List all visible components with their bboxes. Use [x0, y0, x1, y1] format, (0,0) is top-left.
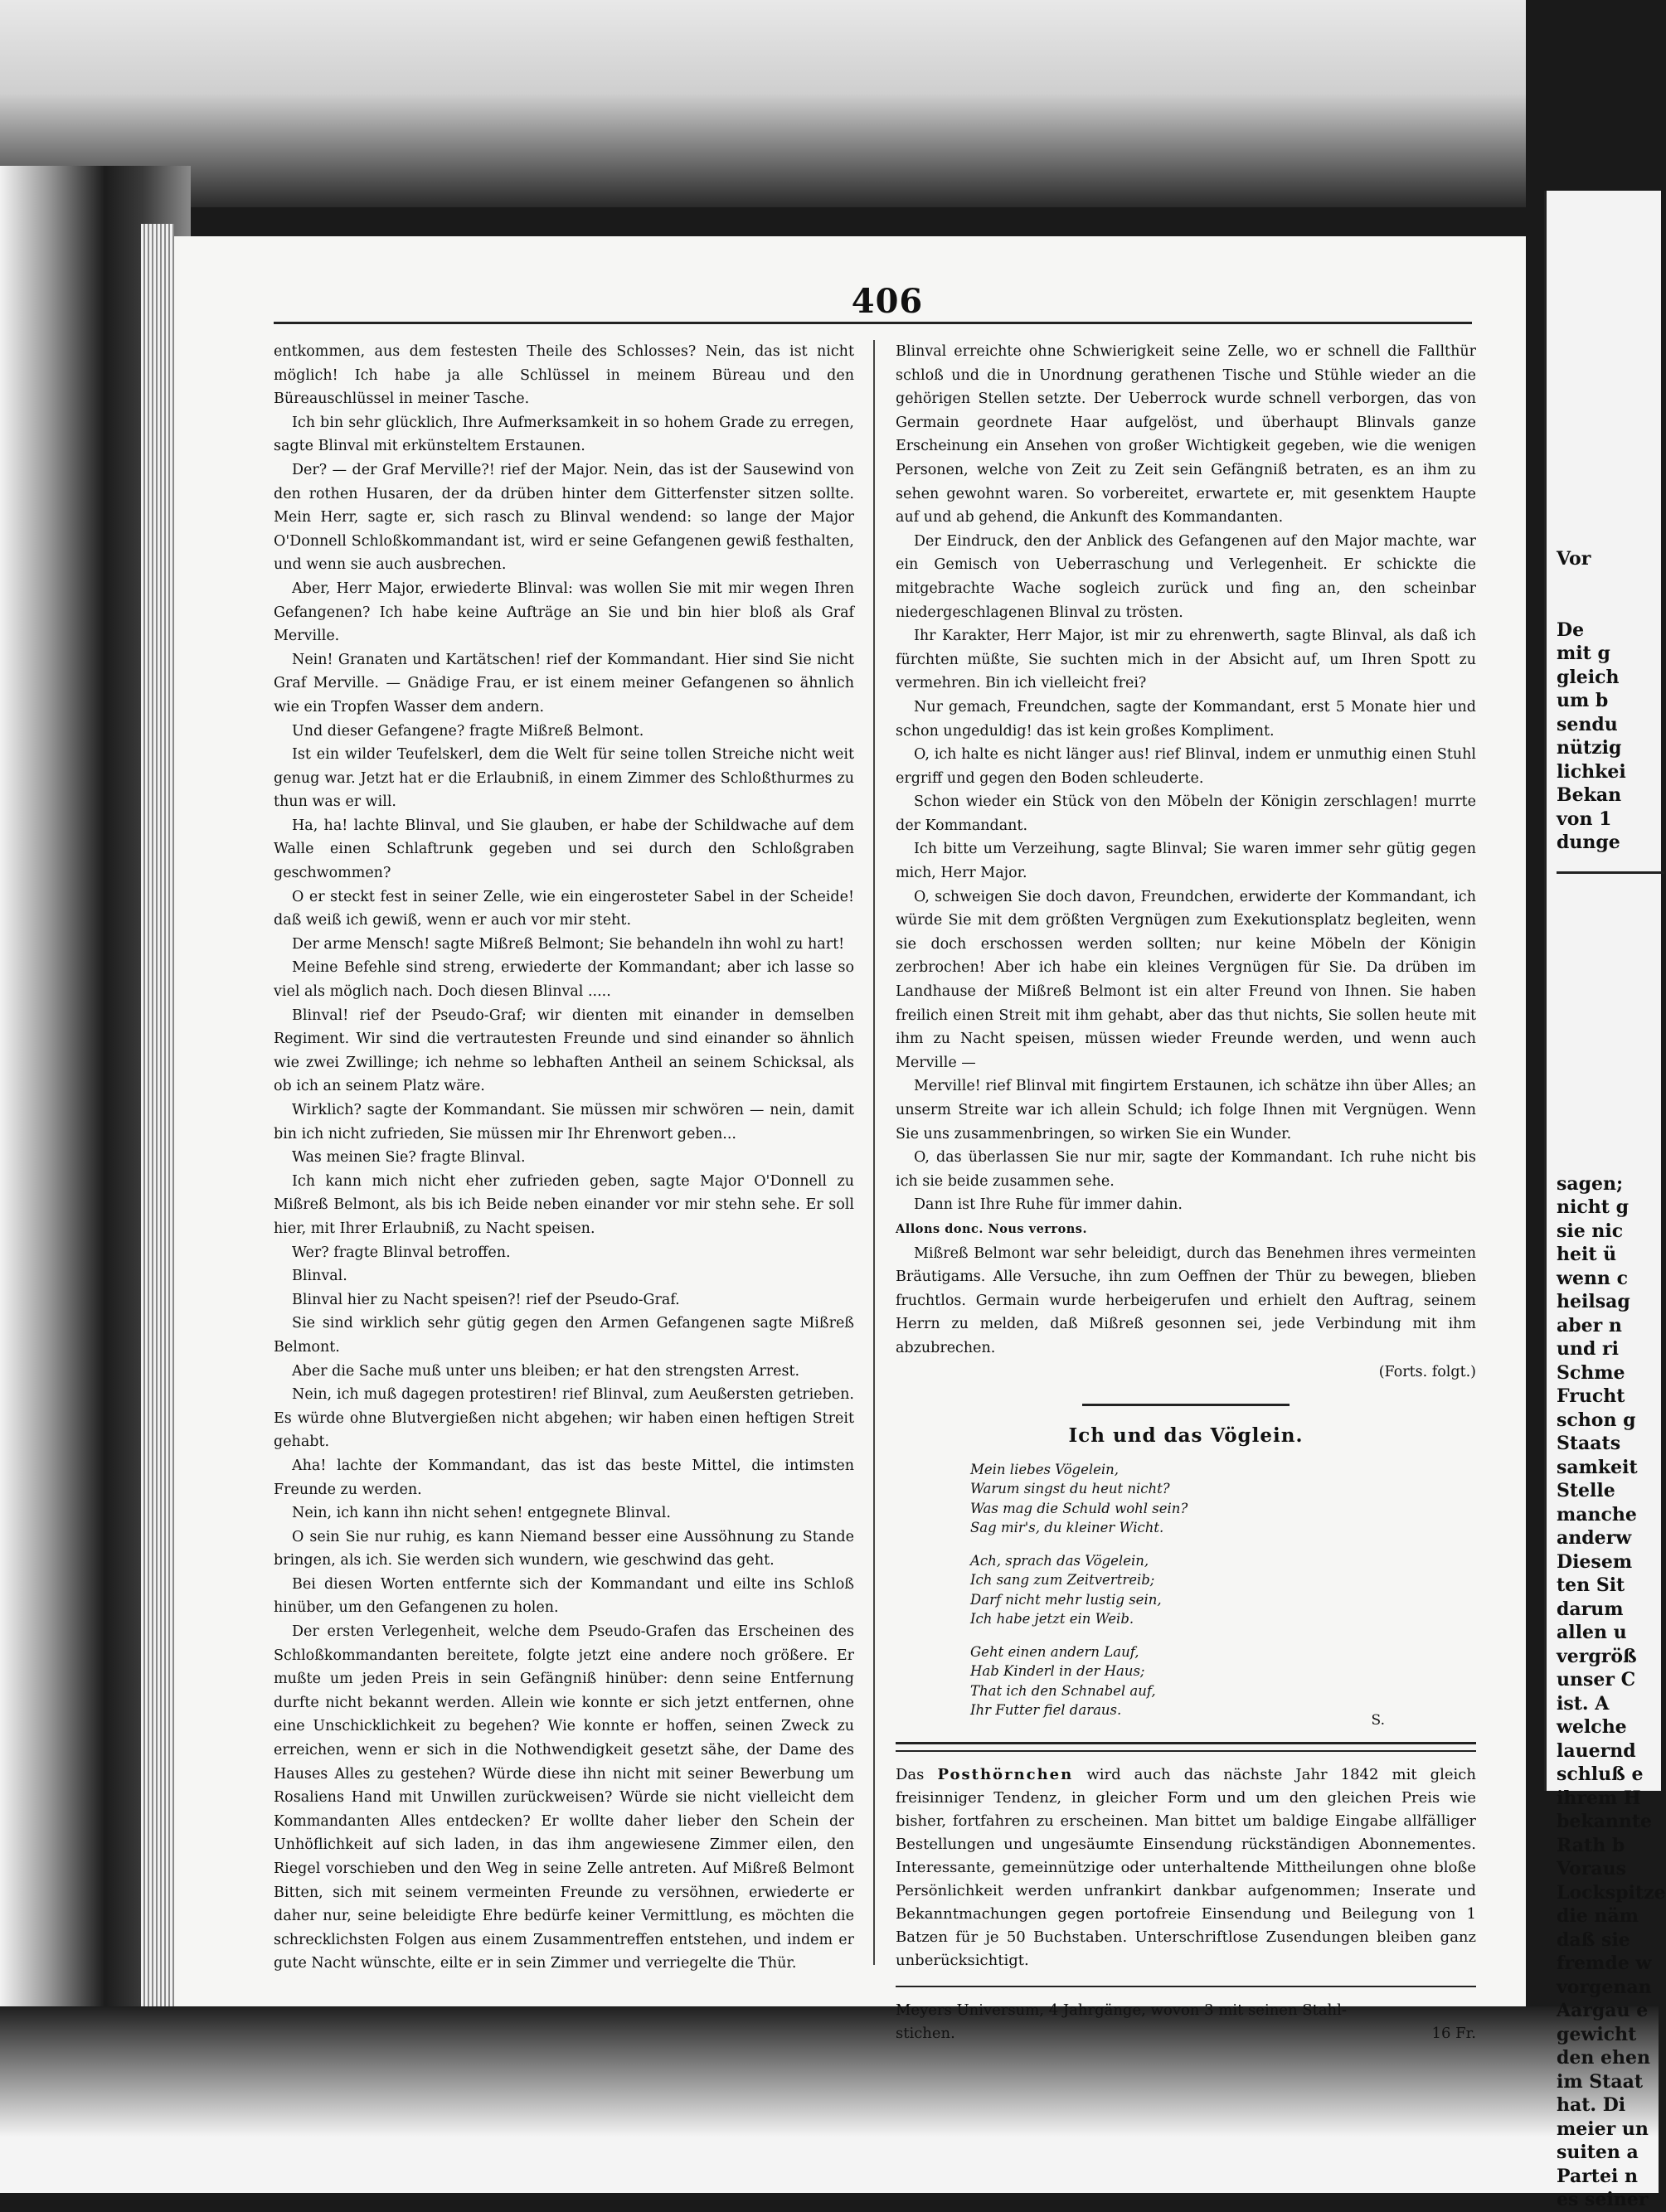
- poem-line: Darf nicht mehr lustig sein,: [970, 1591, 1162, 1608]
- poem-line: Hab Kinderl in der Haus;: [970, 1663, 1145, 1680]
- story-paragraph: Ich bitte um Verzeihung, sagte Blinval; Sie waren immer sehr gütig gegen mich, Herr Major.: [896, 841, 1476, 882]
- next-page-text-top: [1547, 547, 1661, 855]
- next-page-line: Frucht: [1557, 1385, 1625, 1407]
- next-page-line: fremde w: [1557, 1952, 1652, 1974]
- book-ad-line2: stichen.: [896, 2025, 955, 2043]
- story-paragraph: Aha! lachte der Kommandant, das ist das beste Mittel, die intimsten Freunde zu werden.: [274, 1457, 854, 1498]
- next-page-line: Rath b: [1557, 1834, 1625, 1856]
- next-page-line: es seiner: [1557, 2189, 1649, 2210]
- next-page-line: heilsag: [1557, 1291, 1630, 1312]
- story-paragraph: Nein! Granaten und Kartätschen! rief der Kommandant. Hier sind Sie nicht Graf Merville. — Gnädige Frau, er ist einem meiner Gefangenen so ähnlich wie ein Tropfen Wasser dem andern.: [274, 651, 854, 716]
- right-column: [896, 340, 1476, 2045]
- story-paragraph: Aber, Herr Major, erwiederte Blinval: was wollen Sie mit mir wegen Ihren Gefangenen? Ich habe keine Aufträge an Sie und bin hier bloß als Graf Merville.: [274, 580, 854, 645]
- poem-body: [896, 1460, 1476, 1720]
- next-page-line: vergröß: [1557, 1645, 1637, 1667]
- story-paragraph: Blinval hier zu Nacht speisen?! rief der Pseudo-Graf.: [292, 1291, 680, 1308]
- next-page-line: wenn c: [1557, 1267, 1628, 1289]
- story-paragraph: Der Eindruck, den der Anblick des Gefangenen auf den Major machte, war ein Gemisch von Ueberraschung und Verlegenheit. Er schickte die mitgebrachte Wache sogleich zurück und fing an, den scheinbar niedergeschlagenen Blinval zu trösten.: [896, 532, 1476, 621]
- next-page-line: lichkei: [1557, 760, 1626, 783]
- story-paragraph: Mißreß Belmont war sehr beleidigt, durch das Benehmen ihres vermeinten Bräutigams. Alle Versuche, ihn zum Oeffnen der Thür zu bewegen, blieben fruchtlos. Germain wurde herbeigerufen und erhielt den Auftrag, seinem Herrn zu melden, daß Mißreß gesonnen sei, jede Verbindung mit ihm abzubrechen.: [896, 1244, 1476, 1356]
- next-page-line: allen u: [1557, 1622, 1627, 1643]
- story-paragraph: Meine Befehle sind streng, erwiederte der Kommandant; aber ich lasse so viel als möglich nach. Doch diesen Blinval .....: [274, 959, 854, 1001]
- story-paragraph: Nur gemach, Freundchen, sagte der Kommandant, erst 5 Monate hier und schon ungeduldig! das ist kein großes Kompliment.: [896, 698, 1476, 740]
- next-page-line: Diesem: [1557, 1550, 1633, 1573]
- story-paragraph: O, das überlassen Sie nur mir, sagte der Kommandant. Ich ruhe nicht bis ich sie beide zusammen sehe.: [896, 1149, 1476, 1190]
- poem-line: Mein liebes Vögelein,: [970, 1461, 1120, 1477]
- next-page-line: meier un: [1557, 2117, 1649, 2140]
- next-page-line: nützig: [1557, 737, 1622, 759]
- poem-stanza: [970, 1551, 1476, 1629]
- story-paragraph: O, ich halte es nicht länger aus! rief Blinval, indem er unmuthig einen Stuhl ergriff und gegen den Boden schleuderte.: [896, 746, 1476, 787]
- next-page-text-mid: [1547, 1172, 1666, 2212]
- next-page-line: Bekan: [1557, 784, 1622, 806]
- next-page-line: hat. Di: [1557, 2094, 1626, 2116]
- book-ad-price: 16 Fr.: [1431, 2025, 1476, 2043]
- page-edges: [141, 224, 174, 2006]
- next-page-line: gleich: [1557, 666, 1620, 688]
- next-page-line: Voraus: [1557, 1858, 1626, 1880]
- story-paragraph: Bei diesen Worten entfernte sich der Kommandant und eilte ins Schloß hinüber, um den Gefangenen zu holen.: [274, 1575, 854, 1617]
- poem-line: Ich habe jetzt ein Weib.: [970, 1611, 1134, 1627]
- next-page-line: [1557, 571, 1661, 595]
- next-page-line: um b: [1557, 690, 1609, 711]
- story-paragraph: Der? — der Graf Merville?! rief der Major. Nein, das ist der Sausewind von den rothen Husaren, der da drüben hinter dem Gitterfenster sitzen sollte. Mein Herr, sagte er, sich rasch zu Blinval wendend: so lange der Major O'Donnell Schloßkommandant ist, wird er seine Gefangenen gewiß festhalten, und wenn sie auch ausbrechen.: [274, 461, 854, 574]
- next-page-line: anderw: [1557, 1527, 1632, 1549]
- continued-note: (Forts. folgt.): [1378, 1363, 1476, 1380]
- story-paragraph: Wirklich? sagte der Kommandant. Sie müssen mir schwören — nein, damit bin ich nicht zufrieden, Sie müssen mir Ihr Ehrenwort geben...: [274, 1102, 854, 1142]
- left-column: [274, 340, 854, 1976]
- posthoernchen-announcement: [896, 1763, 1476, 1972]
- story-paragraph: O er steckt fest in seiner Zelle, wie ein eingerosteter Sabel in der Scheide! daß weiß ich gewiß, wenn er auch vor mir steht.: [274, 888, 854, 929]
- next-page-line: Staats: [1557, 1433, 1621, 1454]
- next-page-line: unser C: [1557, 1669, 1636, 1691]
- next-page-line: sendu: [1557, 713, 1618, 735]
- story-paragraph: Ihr Karakter, Herr Major, ist mir zu ehrenwerth, sagte Blinval, als daß ich fürchten müßte, Sie suchten mich in der Absicht auf, um Ihren Spott zu vermehren. Bin ich vielleicht frei?: [896, 628, 1476, 692]
- story-paragraph: Blinval! rief der Pseudo-Graf; wir dienten mit einander in demselben Regiment. Wir sind die vertrautesten Freunde und sind einander so ähnlich wie zwei Zwillinge; ich nehme so lebhaften Antheil an seinem Schicksal, als ob ich an seinem Platz wäre.: [274, 1007, 854, 1095]
- ad-lead: Das: [896, 1766, 925, 1784]
- story-paragraph: Wer? fragte Blinval betroffen.: [292, 1244, 511, 1261]
- story-paragraph: Nein, ich muß dagegen protestiren! rief Blinval, zum Aeußersten getrieben. Es würde ohne Blutvergießen nicht abgehen; wir haben einen heftigen Streit gehabt.: [274, 1386, 854, 1451]
- next-page-line: im Staat: [1557, 2070, 1644, 2093]
- story-paragraph: Was meinen Sie? fragte Blinval.: [292, 1149, 526, 1167]
- next-page-line: sagen;: [1557, 1172, 1624, 1195]
- book-advertisement: [896, 1999, 1476, 2045]
- next-page-line: von 1: [1557, 808, 1612, 830]
- story-paragraph: Merville! rief Blinval mit fingirtem Erstaunen, ich schätze ihn über Alles; an unserm Streite war ich allein Schuld; ich folge Ihnen mit Vergnügen. Wenn Sie uns zusammenbringen, so wirken Sie ein Wunder.: [896, 1078, 1476, 1142]
- next-page-line: Vor: [1557, 548, 1591, 570]
- next-page-line: [1557, 594, 1661, 618]
- french-quote: Allons donc. Nous verrons.: [896, 1221, 1088, 1236]
- next-page-line: manche: [1557, 1503, 1637, 1526]
- next-page-rule: [1557, 871, 1664, 874]
- poem-line: Sag mir's, du kleiner Wicht.: [970, 1520, 1164, 1536]
- next-page-line: Stelle: [1557, 1480, 1615, 1501]
- next-page-line: bekannte: [1557, 1811, 1653, 1832]
- story-paragraph: entkommen, aus dem festesten Theile des Schlosses? Nein, das ist nicht möglich! Ich habe ja alle Schlüssel in meinem Büreau und den Büreauschlüssel in meiner Tasche.: [274, 343, 854, 408]
- next-page-line: suiten a: [1557, 2142, 1639, 2163]
- poem-signature: S.: [1371, 1711, 1385, 1729]
- next-page-line: Lockspitze: [1557, 1881, 1666, 1904]
- next-page-line: gewicht: [1557, 2023, 1637, 2045]
- poem-stanza: [970, 1460, 1476, 1538]
- poem-line: Ach, sprach das Vögelein,: [970, 1552, 1149, 1569]
- story-paragraph: Nein, ich kann ihn nicht sehen! entgegnete Blinval.: [292, 1505, 671, 1522]
- ad-text: wird auch das nächste Jahr 1842 mit gleich freisinniger Tendenz, in gleicher Form und um den gleichen Preis wie bisher, fortfahren zu erscheinen. Man bittet um baldige Eingabe allfälliger Bestellungen und ungesäumte Einsendung rückständigen Abonnementes. Interessante, gemeinnützige oder unterhaltende Mittheilungen ohne bloße Persönlichkeit werden unfrankirt dankbar aufgenommen; Inserate und Bekanntmachungen gegen portofreie Einsendung und Beilegung von 1 Batzen für je 50 Buchstaben. Unterschriftlose Zusendungen bleiben ganz unberücksichtigt.: [896, 1766, 1476, 1970]
- scan-background-top: [0, 0, 1659, 207]
- section-rule: [1082, 1404, 1290, 1406]
- next-page-fragment: [1544, 191, 1666, 2210]
- story-paragraph: Blinval erreichte ohne Schwierigkeit seine Zelle, wo er schnell die Fallthür schloß und die in Unordnung gerathenen Tische und Stühle wieder an die gehörigen Stellen setzte. Der Ueberrock wurde schnell verborgen, das von Germain geordnete Haar aufgelöst, und überhaupt Blinvals ganze Erscheinung ein Ansehen von großer Wichtigkeit gegeben, wie die wenigen Personen, welche von Zeit zu Zeit sein Gefängniß betraten, es an ihm zu sehen gewohnt waren. So vorbereitet, erwartete er, mit gesenktem Haupte auf und ab gehend, die Ankunft des Kommandanten.: [896, 343, 1476, 526]
- ad-publication-name: Posthörnchen: [937, 1766, 1074, 1784]
- next-page-line: aber n: [1557, 1314, 1622, 1336]
- header-rule: [274, 322, 1472, 324]
- next-page-line: De: [1557, 618, 1585, 641]
- book-ad-line1: Meyers Universum, 4 Jahrgänge, wovon 3 mit seinen Stahl-: [896, 2001, 1347, 2020]
- story-paragraph: Blinval.: [292, 1268, 347, 1285]
- story-paragraph: Ist ein wilder Teufelskerl, dem die Welt für seine tollen Streiche nicht weit genug war. Jetzt hat er die Erlaubniß, in einem Zimmer des Schloßthurmes zu thun was er will.: [274, 746, 854, 811]
- next-page-line: Schme: [1557, 1361, 1625, 1384]
- story-paragraph: Sie sind wirklich sehr gütig gegen den Armen Gefangenen sagte Mißreß Belmont.: [274, 1315, 854, 1356]
- next-page-line: Partei n: [1557, 2165, 1638, 2187]
- next-page-line: lauernd: [1557, 1739, 1636, 1762]
- next-page-line: daß sie: [1557, 1928, 1630, 1951]
- poem-line: Ich sang zum Zeitvertreib;: [970, 1572, 1155, 1589]
- next-page-line: welche: [1557, 1716, 1627, 1738]
- next-page-line: sie nic: [1557, 1220, 1624, 1242]
- page-number: 406: [851, 282, 924, 321]
- next-page-line: darum: [1557, 1598, 1624, 1620]
- next-page-line: ihrem H: [1557, 1787, 1641, 1809]
- next-page-line: Aargau e: [1557, 2000, 1649, 2021]
- story-paragraph: Ich kann mich nicht eher zufrieden geben, sagte Major O'Donnell zu Mißreß Belmont, als bis ich Beide neben einander vor mir stehn sehe. Er soll hier, mit Ihrer Erlaubniß, zu Nacht speisen.: [274, 1172, 854, 1237]
- next-page-line: dunge: [1557, 832, 1620, 853]
- story-paragraph: Dann ist Ihre Ruhe für immer dahin.: [914, 1196, 1183, 1214]
- story-paragraph: Der arme Mensch! sagte Mißreß Belmont; Sie behandeln ihn wohl zu hart!: [292, 935, 845, 953]
- next-page-line: schluß e: [1557, 1763, 1644, 1785]
- next-page-line: vorgenan: [1557, 1976, 1652, 1998]
- next-page-line: samkeit: [1557, 1456, 1638, 1478]
- column-divider: [873, 340, 875, 1965]
- next-page-line: den ehen: [1557, 2047, 1651, 2069]
- poem-line: Geht einen andern Lauf,: [970, 1643, 1139, 1660]
- poem-line: That ich den Schnabel auf,: [970, 1682, 1156, 1699]
- story-paragraph: Ich bin sehr glücklich, Ihre Aufmerksamkeit in so hohem Grade zu erregen, sagte Blinval mit erkünsteltem Erstaunen.: [274, 414, 854, 455]
- next-page-line: mit g: [1557, 643, 1610, 664]
- next-page-line: schon g: [1557, 1409, 1636, 1431]
- next-page-line: ist. A: [1557, 1692, 1610, 1715]
- story-paragraph: O sein Sie nur ruhig, es kann Niemand besser eine Aussöhnung zu Stande bringen, als ich. Sie werden sich wundern, wie geschwind das geht.: [274, 1528, 854, 1569]
- story-paragraph: Der ersten Verlegenheit, welche dem Pseudo-Grafen das Erscheinen des Schloßkommandanten bereitete, folgte jetzt eine andere noch größere. Er mußte um jeden Preis in sein Gefängniß hinüber: denn seine Entfernung durfte nicht bekannt werden. Allein wie konnte er sich jetzt entfernen, ohne eine Unschicklichkeit zu begehen? Wie konnte er hoffen, seinen Zweck zu erreichen, wenn er sich in die Nothwendigkeit gesetzt sähe, der Dame des Hauses Alles zu gestehen? Würde diese ihn nicht mit seiner Bewerbung um Rosaliens Hand mit Unwillen zurückweisen? Würde sie nicht vielleicht dem Kommandanten Alles entdecken? Er wollte daher lieber den Schein der Unhöflichkeit auf sich laden, in das ihm angewiesene Zimmer eilen, den Riegel vorschieben und den Weg in seine Zelle antreten. Auf Mißreß Belmont Bitten, sich mit seinem vermeinten Freunde zu versöhnen, erwiederte er daher nur, seine beleidigte Ehre bedürfe keiner Vermittlung, es möchten die schrecklichsten Folgen aus einem Zusammentreffen entstehen, und indem er gute Nacht wünschte, eilte er in sein Zimmer und verriegelte die Thür.: [274, 1623, 854, 1972]
- next-page-line: ten Sit: [1557, 1574, 1625, 1596]
- poem-line: Warum singst du heut nicht?: [970, 1481, 1170, 1497]
- story-paragraph: Ha, ha! lachte Blinval, und Sie glauben, er habe der Schildwache auf dem Walle einen Schlaftrunk gegeben und sei durch den Schloßgraben geschwommen?: [274, 817, 854, 882]
- story-paragraph: Und dieser Gefangene? fragte Mißreß Belmont.: [292, 722, 644, 740]
- next-page-line: und ri: [1557, 1338, 1619, 1360]
- next-page-line: nicht g: [1557, 1196, 1629, 1218]
- poem-title: Ich und das Vöglein.: [1068, 1424, 1304, 1448]
- story-paragraph: Aber die Sache muß unter uns bleiben; er hat den strengsten Arrest.: [292, 1362, 800, 1380]
- poem-line: Was mag die Schuld wohl sein?: [970, 1500, 1188, 1516]
- story-paragraph: O, schweigen Sie doch davon, Freundchen, erwiderte der Kommandant, ich würde Sie mit dem größten Vergnügen zum Exekutionsplatz begleiten, wenn sie doch erschossen werden sollten; nur keine Möbeln der Königin zerbrochen! Aber ich habe ein kleines Vergnügen für Sie. Da drüben im Landhause der Mißreß Belmont ist ein alter Freund von Ihnen. Sie haben freilich einen Streit mit ihm gehabt, aber das thut nichts, Sie sollen heute mit ihm zu Nacht speisen, müssen wieder Freunde werden, und wenn auch Merville —: [896, 888, 1476, 1071]
- story-paragraph: Schon wieder ein Stück von den Möbeln der Königin zerschlagen! murrte der Kommandant.: [896, 793, 1476, 834]
- poem-line: Ihr Futter fiel daraus.: [970, 1702, 1122, 1719]
- next-page-line: heit ü: [1557, 1244, 1617, 1265]
- next-page-line: die näm: [1557, 1905, 1639, 1927]
- ad-rule: [896, 1742, 1476, 1752]
- book-ad-rule: [896, 1986, 1476, 1987]
